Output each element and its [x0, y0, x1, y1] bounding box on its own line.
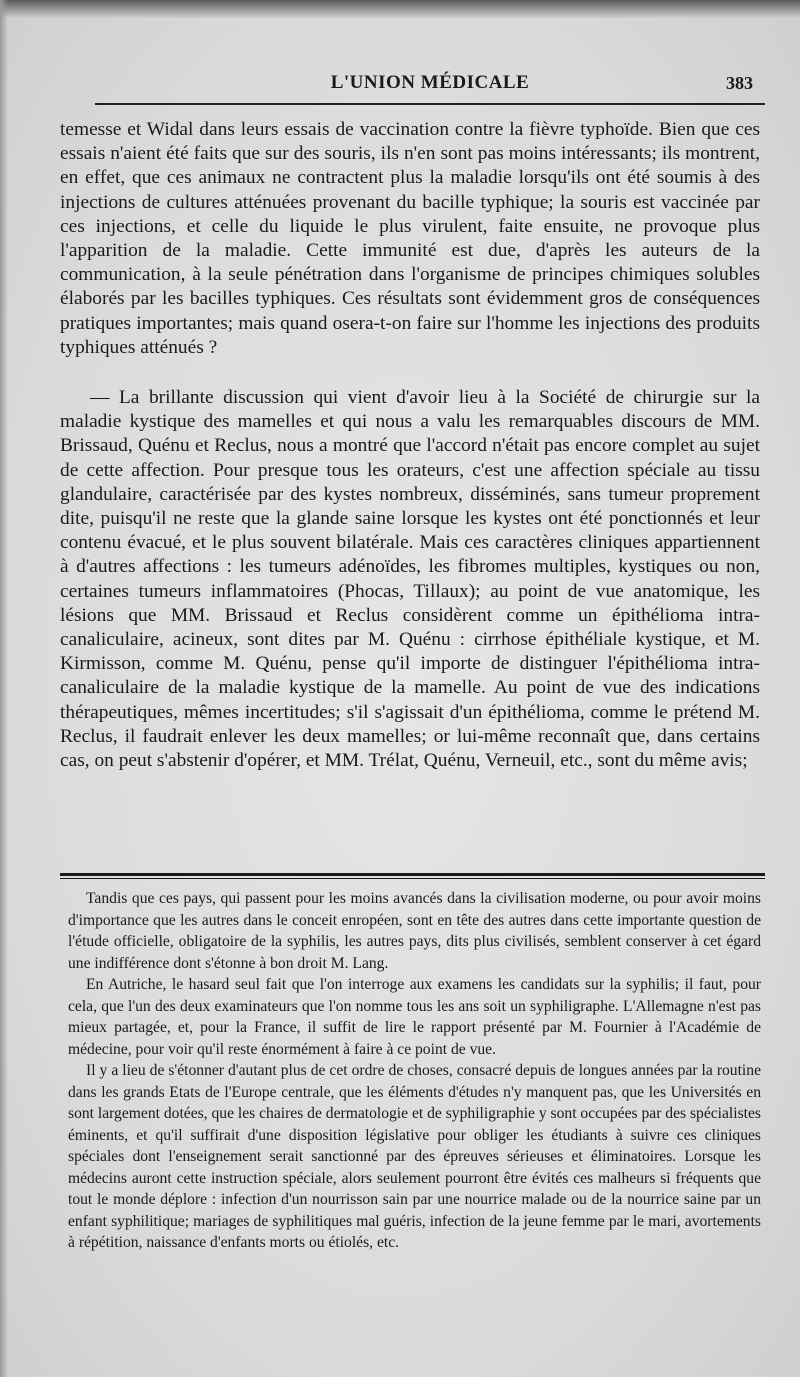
running-header — [95, 72, 765, 98]
footnote-text — [68, 888, 761, 1254]
header-rule — [95, 103, 765, 105]
scan-binding-shadow — [0, 0, 8, 1377]
main-text — [60, 118, 760, 773]
page-number: 383 — [726, 73, 753, 93]
main-paragraph: temesse et Widal dans leurs essais de vaccination contre la fièvre typhoïde. Bien que ces essais n'aient été faits que sur des souris, ils n'en sont pas moins intéressants; ils montrent, en effet, que ces animaux ne contractent plus la maladie lorsqu'ils ont été soumis à des injections de cultures atténuées provenant du bacille typhique; la souris est vaccinée par ces injections, et celle du liquide le plus virulent, faite ensuite, ne provoque plus l'apparition de la maladie. Cette immunité est due, d'après les auteurs de la communication, à la seule pénétration dans l'organisme de principes chimiques solubles élaborés par les bacilles typhiques. Ces résultats sont évidemment gros de conséquences pratiques importantes; mais quand osera-t-on faire sur l'homme les injections des produits typhiques atténués ? — [60, 119, 760, 358]
footnote-paragraph: Il y a lieu de s'étonner d'autant plus de cet ordre de choses, consacré depuis de longues années par la routine dans les grands Etats de l'Europe centrale, que les éléments d'études n'y manquent pas, que les Universités en sont largement dotées, que les chaires de dermatologie et de syphiligraphie y sont occupées par des spécialistes éminents, et qu'il suffirait d'une disposition législative pour obliger les étudiants à suivre ces cliniques spéciales dont l'enseignement serait sanctionné par des épreuves sérieuses et éliminatoires. Lorsque les médecins auront cette instruction spéciale, alors seulement pourront être évités ces malheurs si fréquents que tout le monde déplore : infection d'un nourrisson sain par une nourrice malade ou de la nourrice saine par un enfant syphilitique; mariages de syphilitiques mal guéris, infection de la jeune femme par le mari, avortements à répétition, naissance d'enfants morts ou étiolés, etc. — [68, 1062, 761, 1251]
main-paragraph: — La brillante discussion qui vient d'avoir lieu à la Société de chirurgie sur la maladie kystique des mamelles et qui nous a valu les remarquables discours de MM. Brissaud, Quénu et Reclus, nous a montré que l'accord n'était pas encore complet au sujet de cette affection. Pour presque tous les orateurs, c'est une affection spéciale au tissu glandulaire, caractérisée par des kystes nombreux, disséminés, sans tumeur proprement dite, puisqu'il ne reste que la glande saine lorsque les kystes ont été ponctionnés et leur contenu évacué, et le plus souvent bilatérale. Mais ces caractères cliniques appartiennent à d'autres affections : les tumeurs adénoïdes, les fibromes multiples, kystiques ou non, certaines tumeurs inflammatoires (Phocas, Tillaux); au point de vue anatomique, les lésions que MM. Brissaud et Reclus considèrent comme un épithélioma intra-canaliculaire, acineux, sont dites par M. Quénu : cirrhose épithéliale kystique, et M. Kirmisson, comme M. Quénu, pense qu'il importe de distinguer l'épithélioma intra-canaliculaire de la maladie kystique de la mamelle. Au point de vue des indications thérapeutiques, mêmes incertitudes; s'il s'agissait d'un épithélioma, comme le prétend M. Reclus, il faudrait enlever les deux mamelles; or lui-même reconnaît que, dans certains cas, on peut s'abstenir d'opérer, et MM. Trélat, Quénu, Verneuil, etc., sont du même avis; — [60, 387, 760, 772]
scan-edge-shadow — [0, 0, 800, 18]
footnote-paragraph: En Autriche, le hasard seul fait que l'on interroge aux examens les candidats sur la syphilis; il faut, pour cela, que l'un des deux examinateurs que l'on nomme tous les ans soit un syphiligraphe. L'Allemagne n'est pas mieux partagée, et, pour la France, il suffit de lire le rapport présenté par M. Fournier à l'Académie de médecine, pour voir qu'il reste énormément à faire à ce point de vue. — [68, 976, 761, 1058]
running-title: L'UNION MÉDICALE — [330, 72, 530, 93]
footnote-paragraph: Tandis que ces pays, qui passent pour les moins avancés dans la civilisation moderne, ou pour avoir moins d'importance que les autres dans le conceit enropéen, sont en tête des autres dans cette importante question de l'étude officielle, obligatoire de la syphilis, les autres pays, dits plus civilisés, semblent conserver à cet égard une indifférence dont s'étonne à bon droit M. Lang. — [68, 890, 761, 972]
footnote-separator — [60, 873, 765, 879]
